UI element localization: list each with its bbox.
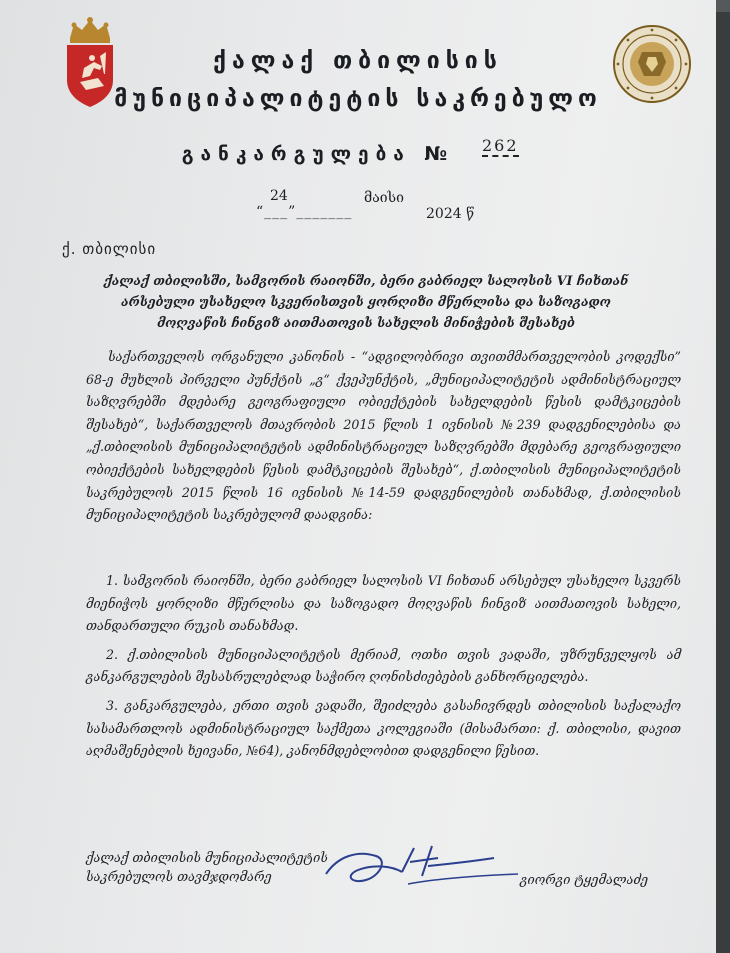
document-date [256, 188, 516, 228]
signatory-title-line-1: ქალაქ თბილისის მუნიციპალიტეტის [86, 850, 328, 865]
signatory-title-line-2: საკრებულოს თავმჯდომარე [86, 869, 272, 884]
decision-item-2: 2. ქ.თბილისის მუნიციპალიტეტის მერიამ, ოთხი თვის ვადაში, უზრუნველყოს ამ განკარგულების შესასრულებლად საჭირო ღონისძიებების განხორციელება. [86, 646, 681, 685]
municipality-title: ქალაქ თბილისის [213, 48, 503, 74]
council-title: მუნიციპალიტეტის საკრებულო [114, 86, 602, 112]
date-month: მაისი [364, 190, 404, 206]
decision-item-3: 3. განკარგულება, ერთი თვის ვადაში, შეიძლება გასაჩივრდეს თბილისის საქალაქო სასამართლოს ადმინისტრაციულ საქმეთა კოლეგიაში (მისამართი: ქ. თბილისი, დავით აღმაშენებლის ხეივანი, №64), კანონმდებლობით დადგენილი წესით. [86, 697, 681, 759]
decision-item-1: 1. სამგორის რაიონში, ბერი გაბრიელ სალოსის VI ჩიხთან არსებულ უსახელო სკვერს მიენიჭოს ყორღიზი მწერლისა და საზოგადო მოღვაწის ჩინგიზ აითმათოვის სახელი, თანდართული რუკის თანახმად. [86, 573, 681, 634]
issue-city: ქ. თბილისი [62, 240, 157, 258]
date-blank-line: “___”_______ [256, 204, 353, 220]
document-subject: ქალაქ თბილისში, სამგორის რაიონში, ბერი გაბრიელ სალოსის VI ჩიხთან არსებული უსახელო სკვერისთვის ყორღიზი მწერლისა და საზოგადო მოღვაწის ჩინგიზ აითმათოვის სახელის მინიჭების შესახებ [103, 273, 629, 330]
handwritten-signature [318, 836, 528, 896]
date-year: 2024 წ [426, 206, 475, 222]
date-day: 24 [270, 188, 288, 204]
preamble-paragraph: საქართველოს ორგანული კანონის - “ადგილობრივი თვითმმართველობის კოდექსი” 68-ე მუხლის პირველი პუნქტის „გ“ ქვეპუნქტის, „მუნიციპალიტეტის ადმინისტრაციულ საზღვრებში მდებარე გეოგრაფიული ობიექტების სახელდების წესის დამტკიცების შესახებ“, საქართველოს მთავრობის 2015 წლის 1 ივნისის №239 დადგენილებისა და „ქ.თბილისის მუნიციპალიტეტის ადმინისტრაციულ საზღვრებში მდებარე გეოგრაფიული ობიექტების სახელდების წესის დამტკიცების შესახებ“, ქ.თბილისის მუნიციპალიტეტის საკრებულოს 2015 წლის 16 ივნისის №14-59 დადგენილების თანახმად, ქ.თბილისის მუნიციპალიტეტის საკრებულომ დაადგინა: [86, 349, 681, 523]
order-number [482, 138, 519, 157]
tbilisi-seal-icon [612, 24, 692, 104]
order-number-value: 262 [482, 136, 519, 155]
signatory-title [86, 848, 328, 886]
signatory-name: გიორგი ტყემალაძე [520, 872, 649, 887]
decision-items [86, 570, 681, 769]
preamble-block [86, 346, 681, 527]
order-heading: განკარგულება № [181, 143, 455, 165]
